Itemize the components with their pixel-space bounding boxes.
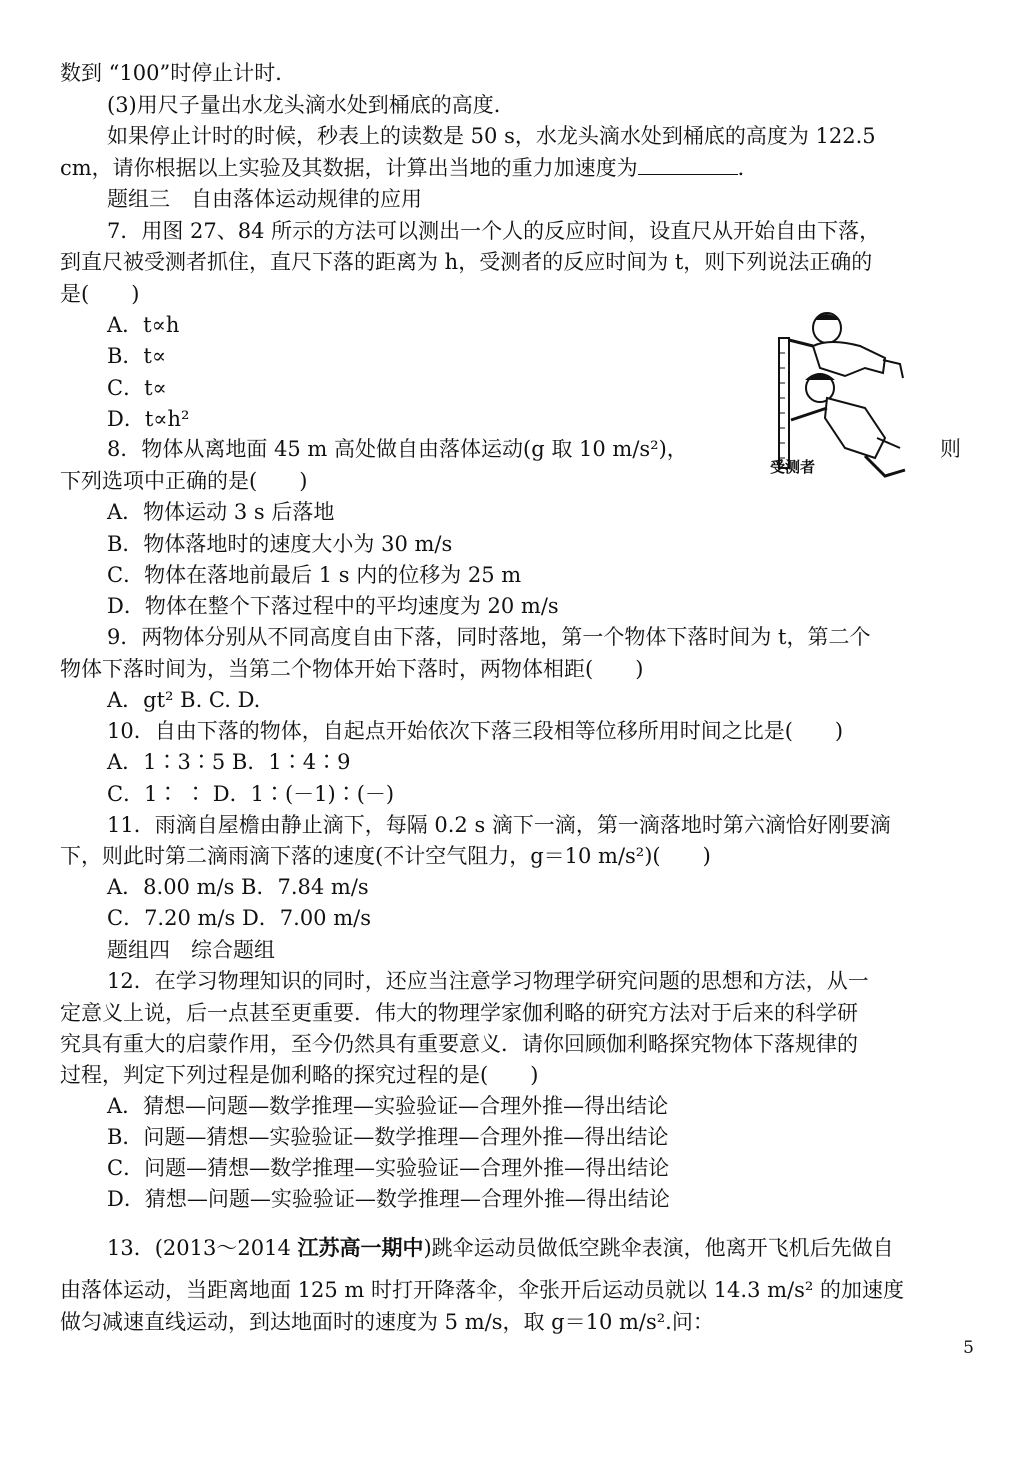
text-line: 下列选项中正确的是( ) (60, 469, 308, 493)
text-line: 由落体运动，当距离地面 125 m 时打开降落伞，伞张开后运动员就以 14.3 m/s² 的加速度 (60, 1278, 904, 1302)
text-line: 如果停止计时的时候，秒表上的读数是 50 s，水龙头滴水处到桶底的高度为 122.5 (107, 124, 876, 148)
text-line: 做匀减速直线运动，到达地面时的速度为 5 m/s，取 g＝10 m/s².问： (60, 1310, 714, 1334)
option-d: D．猜想—问题—实验验证—数学推理—合理外推—得出结论 (107, 1187, 670, 1211)
option-c: C．物体在落地前最后 1 s 内的位移为 25 m (107, 563, 522, 587)
options-line: A．gt² B. C. D. (107, 688, 261, 712)
option-b: B．问题—猜想—实验验证—数学推理—合理外推—得出结论 (107, 1125, 669, 1149)
text-line: 到直尺被受测者抓住，直尺下落的距离为 h，受测者的反应时间为 t，则下列说法正确的 (60, 250, 873, 274)
text-segment: ． (737, 156, 759, 180)
text-line: 究具有重大的启蒙作用，至今仍然具有重要意义．请你回顾伽利略探究物体下落规律的 (60, 1032, 858, 1056)
option-b: B．t∝ (107, 344, 167, 368)
options-line: C．7.20 m/s D．7.00 m/s (107, 906, 371, 930)
option-a: A．物体运动 3 s 后落地 (107, 500, 335, 524)
option-a: A．t∝h (107, 313, 180, 337)
option-c: C．问题—猜想—数学推理—实验验证—合理外推—得出结论 (107, 1156, 670, 1180)
text-line: 定意义上说，后一点甚至更重要．伟大的物理学家伽利略的研究方法对于后来的科学研 (60, 1001, 858, 1025)
text-segment: )跳伞运动员做低空跳伞表演，他离开飞机后先做自 (423, 1236, 894, 1260)
text-segment: cm，请你根据以上实验及其数据，计算出当地的重力加速度为 (60, 156, 638, 180)
question-12: 12．在学习物理知识的同时，还应当注意学习物理学研究问题的思想和方法，从一 (107, 969, 869, 993)
section-heading: 题组三 自由落体运动规律的应用 (107, 187, 422, 211)
text-segment: 13．(2013～2014 (107, 1236, 298, 1260)
text-line: 物体下落时间为，当第二个物体开始下落时，两物体相距( ) (60, 657, 644, 681)
options-line: A．1∶3∶5 B．1∶4∶9 (107, 750, 351, 774)
question-10: 10．自由下落的物体，自起点开始依次下落三段相等位移所用时间之比是( ) (107, 719, 844, 743)
options-line: C．1∶ ∶ D．1∶(－1)∶(－) (107, 782, 395, 806)
question-13 (107, 1233, 894, 1263)
text-line (60, 153, 759, 183)
question-7: 7．用图 27、84 所示的方法可以测出一个人的反应时间，设直尺从开始自由下落， (107, 219, 881, 243)
options-line: A．8.00 m/s B．7.84 m/s (107, 875, 369, 899)
figure-caption: 受测者 (770, 458, 816, 476)
option-d: D．物体在整个下落过程中的平均速度为 20 m/s (107, 594, 559, 618)
option-b: B．物体落地时的速度大小为 30 m/s (107, 532, 453, 556)
question-11: 11．雨滴自屋檐由静止滴下，每隔 0.2 s 滴下一滴，第一滴落地时第六滴恰好刚要滴 (107, 813, 891, 837)
question-9: 9．两物体分别从不同高度自由下落，同时落地，第一个物体下落时间为 t，第二个 (107, 625, 871, 649)
text-line: 过程，判定下列过程是伽利略的探究过程的是( ) (60, 1063, 539, 1087)
option-c: C．t∝ (107, 376, 167, 400)
page-number: 5 (963, 1338, 974, 1358)
text-segment: 则 (940, 437, 961, 461)
text-line: 是( ) (60, 282, 140, 306)
text-line: (3)用尺子量出水龙头滴水处到桶底的高度． (107, 93, 515, 117)
section-heading: 题组四 综合题组 (107, 938, 275, 962)
question-8: 8．物体从离地面 45 m 高处做自由落体运动(g 取 10 m/s²)， (107, 437, 688, 461)
text-line: 下，则此时第二滴雨滴下落的速度(不计空气阻力，g＝10 m/s²)( ) (60, 844, 711, 868)
answer-blank (638, 154, 738, 175)
option-a: A．猜想—问题—数学推理—实验验证—合理外推—得出结论 (107, 1094, 669, 1118)
text-line: 数到 “100”时停止计时． (60, 61, 297, 85)
option-d: D．t∝h² (107, 407, 190, 431)
source-label: 江苏高一期中 (297, 1236, 424, 1260)
